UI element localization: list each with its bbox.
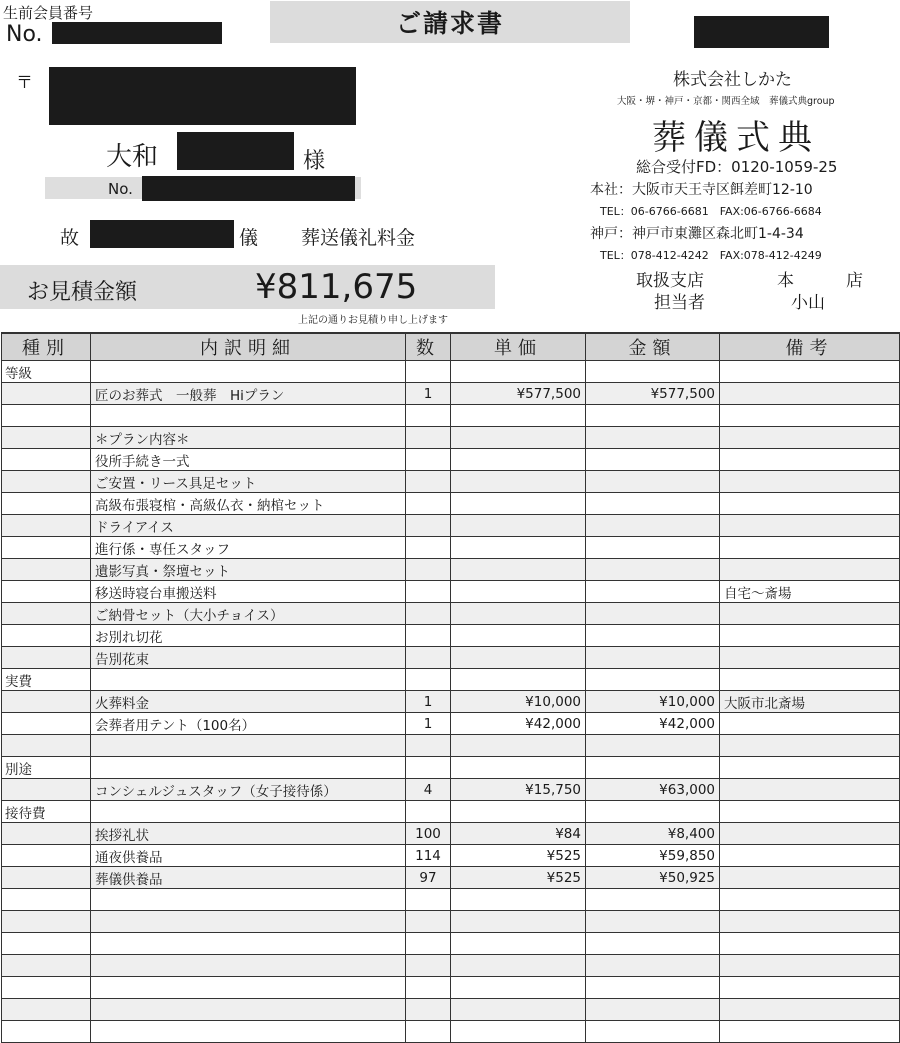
table-row	[2, 713, 900, 735]
row-description	[91, 361, 406, 383]
table-row	[2, 471, 900, 493]
table-row	[2, 647, 900, 669]
row-description: 匠のお葬式 一般葬 Hiプラン	[91, 383, 406, 405]
branch-value: 本 店	[777, 271, 869, 291]
row-unit-price	[451, 625, 586, 647]
row-remarks	[720, 647, 900, 669]
table-row	[2, 427, 900, 449]
table-header-row	[2, 333, 900, 361]
row-description	[91, 1021, 406, 1043]
row-quantity	[406, 999, 451, 1021]
row-amount	[586, 955, 720, 977]
row-amount	[586, 449, 720, 471]
row-quantity	[406, 471, 451, 493]
row-quantity	[406, 581, 451, 603]
row-category	[2, 779, 91, 801]
row-category	[2, 559, 91, 581]
row-remarks	[720, 889, 900, 911]
row-category	[2, 625, 91, 647]
table-row	[2, 889, 900, 911]
row-quantity	[406, 449, 451, 471]
row-amount	[586, 515, 720, 537]
postal-mark: 〒	[16, 73, 33, 93]
row-description: 告別花束	[91, 647, 406, 669]
row-unit-price	[451, 449, 586, 471]
row-amount: ¥59,850	[586, 845, 720, 867]
items-body	[2, 361, 900, 1043]
row-quantity: 114	[406, 845, 451, 867]
row-remarks	[720, 493, 900, 515]
row-unit-price	[451, 801, 586, 823]
row-unit-price	[451, 889, 586, 911]
row-remarks	[720, 559, 900, 581]
row-quantity	[406, 603, 451, 625]
table-row	[2, 493, 900, 515]
redacted-deceased-name	[90, 220, 234, 248]
row-remarks	[720, 757, 900, 779]
row-description: 遺影写真・祭壇セット	[91, 559, 406, 581]
row-amount	[586, 361, 720, 383]
row-amount	[586, 801, 720, 823]
row-unit-price	[451, 361, 586, 383]
row-quantity	[406, 801, 451, 823]
deceased-prefix: 故	[60, 227, 80, 249]
table-row	[2, 361, 900, 383]
row-unit-price: ¥525	[451, 867, 586, 889]
row-category	[2, 449, 91, 471]
row-category	[2, 603, 91, 625]
redacted-customer-name	[177, 132, 294, 170]
row-amount	[586, 559, 720, 581]
row-description: ＊プラン内容＊	[91, 427, 406, 449]
table-row	[2, 559, 900, 581]
row-category	[2, 735, 91, 757]
row-unit-price: ¥84	[451, 823, 586, 845]
row-remarks	[720, 801, 900, 823]
row-description	[91, 955, 406, 977]
row-amount	[586, 933, 720, 955]
redacted-date	[694, 16, 829, 48]
table-row	[2, 625, 900, 647]
row-unit-price	[451, 999, 586, 1021]
row-quantity	[406, 559, 451, 581]
row-quantity	[406, 405, 451, 427]
row-category	[2, 537, 91, 559]
row-remarks	[720, 933, 900, 955]
row-remarks: 自宅～斎場	[720, 581, 900, 603]
row-category	[2, 955, 91, 977]
row-description	[91, 889, 406, 911]
header-remarks: 備考	[720, 333, 900, 361]
row-quantity	[406, 537, 451, 559]
row-quantity	[406, 493, 451, 515]
customer-honorific: 様	[303, 149, 326, 174]
row-description: コンシェルジュスタッフ（女子接待係）	[91, 779, 406, 801]
row-quantity: 100	[406, 823, 451, 845]
company-kobe-tel: TEL：078-412-4242 FAX:078-412-4249	[600, 249, 822, 262]
row-remarks	[720, 427, 900, 449]
row-quantity	[406, 647, 451, 669]
row-amount: ¥50,925	[586, 867, 720, 889]
customer-name-prefix: 大和	[106, 142, 159, 172]
row-remarks	[720, 735, 900, 757]
row-unit-price	[451, 515, 586, 537]
row-unit-price	[451, 1021, 586, 1043]
row-remarks	[720, 515, 900, 537]
table-row	[2, 537, 900, 559]
row-unit-price: ¥525	[451, 845, 586, 867]
row-amount	[586, 977, 720, 999]
row-quantity	[406, 361, 451, 383]
table-row	[2, 999, 900, 1021]
row-category	[2, 977, 91, 999]
row-amount	[586, 427, 720, 449]
row-category	[2, 867, 91, 889]
table-row	[2, 911, 900, 933]
row-unit-price	[451, 647, 586, 669]
row-unit-price	[451, 911, 586, 933]
row-description: ご納骨セット（大小チョイス）	[91, 603, 406, 625]
row-amount: ¥42,000	[586, 713, 720, 735]
row-unit-price	[451, 757, 586, 779]
row-category	[2, 493, 91, 515]
row-category	[2, 823, 91, 845]
row-category: 実費	[2, 669, 91, 691]
row-category	[2, 515, 91, 537]
row-unit-price	[451, 537, 586, 559]
row-unit-price	[451, 405, 586, 427]
row-amount: ¥577,500	[586, 383, 720, 405]
table-row	[2, 691, 900, 713]
table-row	[2, 735, 900, 757]
header-amount: 金額	[586, 333, 720, 361]
row-category	[2, 933, 91, 955]
row-description	[91, 669, 406, 691]
row-quantity	[406, 757, 451, 779]
member-no-label: No.	[6, 22, 43, 47]
estimate-note: 上記の通りお見積り申し上げます	[298, 315, 448, 326]
row-amount: ¥63,000	[586, 779, 720, 801]
deceased-suffix: 儀	[239, 227, 259, 249]
header-quantity: 数	[406, 333, 451, 361]
table-row	[2, 1021, 900, 1043]
row-amount	[586, 471, 720, 493]
row-remarks	[720, 669, 900, 691]
table-row	[2, 515, 900, 537]
row-description: 火葬料金	[91, 691, 406, 713]
row-amount	[586, 911, 720, 933]
header-unit-price: 単価	[451, 333, 586, 361]
row-quantity: 4	[406, 779, 451, 801]
redacted-member-number	[52, 22, 222, 44]
row-description	[91, 801, 406, 823]
row-amount: ¥10,000	[586, 691, 720, 713]
row-quantity	[406, 625, 451, 647]
row-description: 通夜供養品	[91, 845, 406, 867]
row-remarks	[720, 383, 900, 405]
row-unit-price	[451, 603, 586, 625]
row-description: 会葬者用テント（100名）	[91, 713, 406, 735]
row-quantity	[406, 977, 451, 999]
row-quantity	[406, 515, 451, 537]
row-remarks	[720, 471, 900, 493]
row-remarks	[720, 977, 900, 999]
row-unit-price	[451, 559, 586, 581]
row-description: 移送時寝台車搬送料	[91, 581, 406, 603]
row-description	[91, 405, 406, 427]
row-unit-price: ¥10,000	[451, 691, 586, 713]
table-row	[2, 845, 900, 867]
row-remarks	[720, 603, 900, 625]
row-remarks	[720, 361, 900, 383]
row-remarks	[720, 999, 900, 1021]
row-unit-price: ¥577,500	[451, 383, 586, 405]
table-row	[2, 581, 900, 603]
company-areas: 大阪・堺・神戸・京都・関西全域 葬儀式典group	[617, 96, 835, 107]
row-amount	[586, 625, 720, 647]
row-category	[2, 581, 91, 603]
row-quantity	[406, 669, 451, 691]
row-amount: ¥8,400	[586, 823, 720, 845]
member-number-label: 生前会員番号	[3, 4, 94, 22]
document-title: ご請求書	[270, 1, 630, 43]
row-quantity	[406, 911, 451, 933]
row-remarks	[720, 845, 900, 867]
row-unit-price	[451, 735, 586, 757]
company-head-tel: TEL：06-6766-6681 FAX:06-6766-6684	[600, 205, 822, 218]
items-table	[1, 332, 900, 1043]
row-remarks	[720, 779, 900, 801]
redacted-address	[49, 67, 356, 125]
row-category	[2, 471, 91, 493]
row-quantity	[406, 735, 451, 757]
company-head-office: 本社：大阪市天王寺区餌差町12-10	[590, 182, 813, 198]
estimate-label: お見積金額	[27, 280, 138, 305]
row-quantity: 97	[406, 867, 451, 889]
row-category	[2, 845, 91, 867]
company-name: 株式会社しかた	[673, 70, 792, 90]
row-description: 高級布張寝棺・高級仏衣・納棺セット	[91, 493, 406, 515]
table-row	[2, 801, 900, 823]
row-description	[91, 735, 406, 757]
row-remarks	[720, 449, 900, 471]
row-description	[91, 757, 406, 779]
table-row	[2, 383, 900, 405]
row-amount	[586, 889, 720, 911]
header-category: 種別	[2, 333, 91, 361]
row-quantity: 1	[406, 713, 451, 735]
service-title: 葬送儀礼料金	[301, 227, 416, 249]
branch-label: 取扱支店	[636, 271, 704, 291]
row-description	[91, 933, 406, 955]
row-quantity	[406, 889, 451, 911]
row-quantity: 1	[406, 691, 451, 713]
staff-value: 小山	[791, 293, 825, 313]
table-row	[2, 823, 900, 845]
row-description: ドライアイス	[91, 515, 406, 537]
header-description: 内訳明細	[91, 333, 406, 361]
row-remarks	[720, 823, 900, 845]
row-category	[2, 1021, 91, 1043]
row-category	[2, 889, 91, 911]
row-category	[2, 999, 91, 1021]
row-quantity	[406, 933, 451, 955]
row-category	[2, 427, 91, 449]
row-category	[2, 405, 91, 427]
table-row	[2, 955, 900, 977]
row-unit-price	[451, 493, 586, 515]
table-row	[2, 867, 900, 889]
row-category: 等級	[2, 361, 91, 383]
row-category: 別途	[2, 757, 91, 779]
row-unit-price: ¥15,750	[451, 779, 586, 801]
table-row	[2, 669, 900, 691]
row-unit-price	[451, 933, 586, 955]
estimate-amount: ¥811,675	[255, 267, 418, 307]
row-description	[91, 999, 406, 1021]
row-remarks	[720, 625, 900, 647]
row-unit-price	[451, 581, 586, 603]
table-row	[2, 977, 900, 999]
row-description: 挨拶礼状	[91, 823, 406, 845]
row-description: 進行係・専任スタッフ	[91, 537, 406, 559]
row-category	[2, 647, 91, 669]
row-unit-price	[451, 427, 586, 449]
row-remarks	[720, 405, 900, 427]
table-row	[2, 779, 900, 801]
row-quantity	[406, 955, 451, 977]
row-quantity	[406, 1021, 451, 1043]
row-description	[91, 911, 406, 933]
row-amount	[586, 1021, 720, 1043]
row-unit-price	[451, 669, 586, 691]
company-brand: 葬儀式典	[652, 118, 820, 158]
row-remarks	[720, 713, 900, 735]
customer-no-label: No.	[108, 180, 133, 198]
row-amount	[586, 735, 720, 757]
row-category	[2, 691, 91, 713]
row-amount	[586, 647, 720, 669]
table-row	[2, 449, 900, 471]
row-unit-price	[451, 955, 586, 977]
row-description: 葬儀供養品	[91, 867, 406, 889]
table-row	[2, 603, 900, 625]
row-unit-price: ¥42,000	[451, 713, 586, 735]
row-amount	[586, 999, 720, 1021]
row-description: 役所手続き一式	[91, 449, 406, 471]
staff-label: 担当者	[654, 293, 705, 313]
table-row	[2, 757, 900, 779]
row-amount	[586, 757, 720, 779]
row-amount	[586, 581, 720, 603]
row-amount	[586, 405, 720, 427]
row-remarks: 大阪市北斎場	[720, 691, 900, 713]
row-description: お別れ切花	[91, 625, 406, 647]
company-free-dial: 総合受付FD：0120-1059-25	[636, 158, 838, 176]
row-amount	[586, 603, 720, 625]
row-quantity	[406, 427, 451, 449]
row-unit-price	[451, 471, 586, 493]
row-description	[91, 977, 406, 999]
row-remarks	[720, 1021, 900, 1043]
row-category: 接待費	[2, 801, 91, 823]
row-quantity: 1	[406, 383, 451, 405]
row-amount	[586, 669, 720, 691]
row-category	[2, 713, 91, 735]
row-remarks	[720, 911, 900, 933]
row-amount	[586, 537, 720, 559]
row-unit-price	[451, 977, 586, 999]
company-kobe-office: 神戸：神戸市東灘区森北町1-4-34	[590, 226, 804, 242]
row-remarks	[720, 955, 900, 977]
table-row	[2, 405, 900, 427]
row-description: ご安置・リース具足セット	[91, 471, 406, 493]
row-category	[2, 911, 91, 933]
row-category	[2, 383, 91, 405]
row-amount	[586, 493, 720, 515]
row-remarks	[720, 867, 900, 889]
row-remarks	[720, 537, 900, 559]
redacted-customer-number	[142, 176, 355, 201]
table-row	[2, 933, 900, 955]
